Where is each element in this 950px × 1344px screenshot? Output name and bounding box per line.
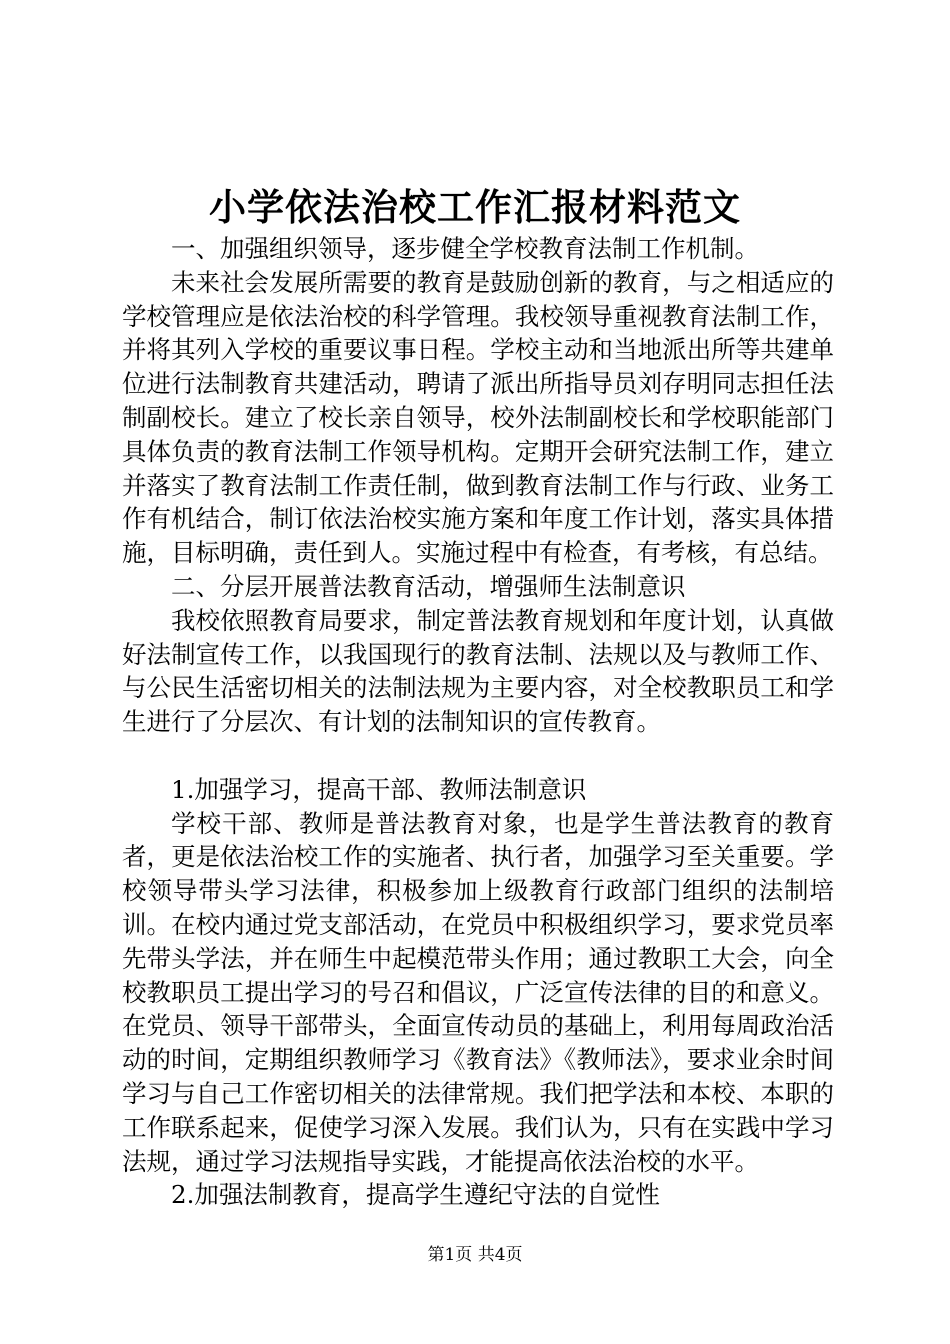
paragraph-teacher-study: 学校干部、教师是普法教育对象，也是学生普法教育的教育者，更是依法治校工作的实施者、执行者，加强学习至关重要。学校领导带头学习法律，积极参加上级教育行政部门组织的法制培训。在校内通过党支部活动，在党员中积极组织学习，要求党员率先带头学法，并在师生中起模范带头作用；通过教职工大会，向全校教职员工提出学习的号召和倡议，广泛宣传法律的目的和意义。在党员、领导干部带头，全面宣传动员的基础上，利用每周政治活动的时间，定期组织教师学习《教育法》《教师法》，要求业余时间学习与自己工作密切相关的法律常规。我们把学法和本校、本职的工作联系起来，促使学习深入发展。我们认为，只有在实践中学习法规，通过学习法规指导实践，才能提高依法治校的水平。 bbox=[122, 808, 834, 1176]
paragraph-publicity: 我校依照教育局要求，制定普法教育规划和年度计划，认真做好法制宣传工作，以我国现行的教育法制、法规以及与教师工作、与公民生活密切相关的法制法规为主要内容，对全校教职员工和学生进行了分层次、有计划的法制知识的宣传教育。 bbox=[122, 605, 834, 737]
section-heading-2: 二、分层开展普法教育活动，增强师生法制意识 bbox=[171, 571, 686, 601]
page-number: 第1页 共4页 bbox=[427, 1245, 523, 1265]
document-body bbox=[122, 232, 834, 1212]
subheading-1: 1.加强学习，提高干部、教师法制意识 bbox=[171, 774, 587, 804]
section-heading-1: 一、加强组织领导，逐步健全学校教育法制工作机制。 bbox=[171, 234, 759, 263]
document-title: 小学依法治校工作汇报材料范文 bbox=[209, 185, 741, 229]
paragraph-organization: 未来社会发展所需要的教育是鼓励创新的教育，与之相适应的学校管理应是依法治校的科学管理。我校领导重视教育法制工作，并将其列入学校的重要议事日程。学校主动和当地派出所等共建单位进行法制教育共建活动，聘请了派出所指导员刘存明同志担任法制副校长。建立了校长亲自领导，校外法制副校长和学校职能部门具体负责的教育法制工作领导机构。定期开会研究法制工作，建立并落实了教育法制工作责任制，做到教育法制工作与行政、业务工作有机结合，制订依法治校实施方案和年度工作计划，落实具体措施，目标明确，责任到人。实施过程中有检查，有考核，有总结。 bbox=[122, 267, 834, 568]
subheading-2: 2.加强法制教育，提高学生遵纪守法的自觉性 bbox=[171, 1180, 660, 1210]
